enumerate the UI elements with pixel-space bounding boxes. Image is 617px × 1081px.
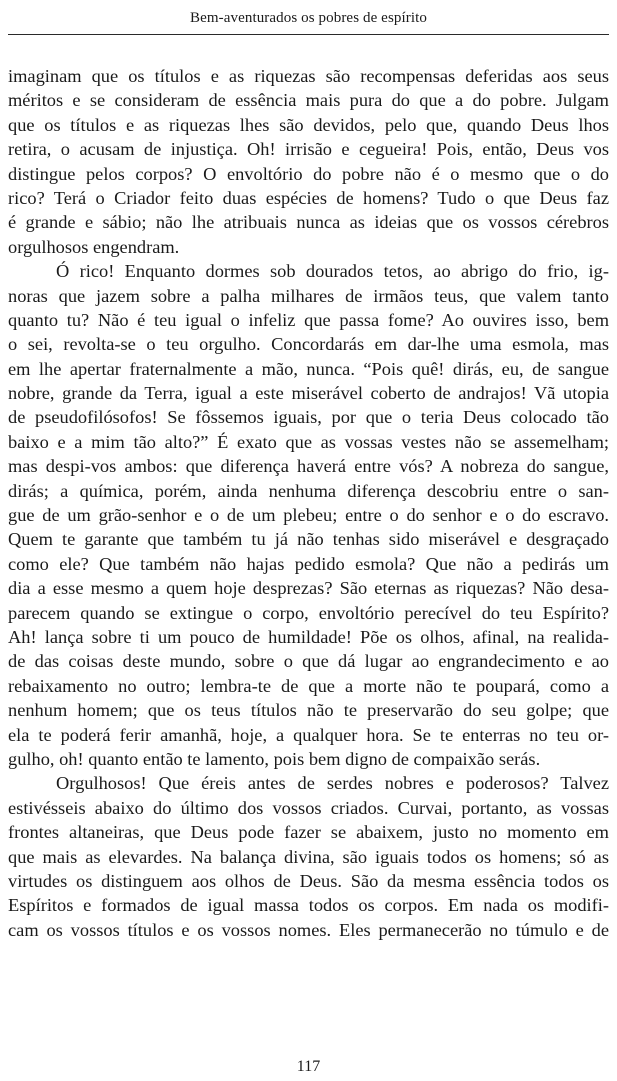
text-line: dia a esse mesmo a quem hoje desprezas? São eternas as riquezas? Não desa- <box>8 578 609 599</box>
text-line: baixo e a mim tão alto?” É exato que as vossas vestes não se assemelham; <box>8 431 609 452</box>
text-line: como ele? Que também não hajas pedido esmola? Que não a pedirás um <box>8 553 609 574</box>
text-line: distingue pelos corpos? O envoltório do pobre não é o mesmo que o do <box>8 163 609 184</box>
text-line: quanto tu? Não é teu igual o infeliz que passa fome? Ao ouvires isso, bem <box>8 309 609 330</box>
body-text <box>8 64 609 942</box>
header-divider <box>8 34 609 35</box>
text-line: ela te poderá ferir amanhã, hoje, a qualquer hora. Se te enterras no teu or- <box>8 724 609 745</box>
text-line: em lhe apertar fraternalmente a mão, nunca. “Pois quê! dirás, eu, de sangue <box>8 358 609 379</box>
text-line: Orgulhosos! Que éreis antes de serdes nobres e poderosos? Talvez <box>56 773 609 794</box>
text-line: que mais as elevardes. Na balança divina, são iguais todos os homens; só as <box>8 846 609 867</box>
text-line: orgulhosos engendram. <box>8 236 180 257</box>
text-line: estivésseis abaixo do último dos vossos criados. Curvai, portanto, as vossas <box>8 797 609 818</box>
text-line: méritos e se consideram de essência mais pura do que a do pobre. Julgam <box>8 90 609 111</box>
text-line: cam os vossos títulos e os vossos nomes. Eles permanecerão no túmulo e de <box>8 919 609 940</box>
text-line: gulho, oh! quanto então te lamento, pois bem digno de compaixão serás. <box>8 748 541 769</box>
text-line: retira, o acusam de injustiça. Oh! irrisão e cegueira! Pois, então, Deus vos <box>8 139 609 160</box>
text-line: gue de um grão-senhor e o de um plebeu; entre o do senhor e o do escravo. <box>8 505 609 526</box>
text-line: imaginam que os títulos e as riquezas são recompensas deferidas aos seus <box>8 66 609 86</box>
text-line: Quem te garante que também tu já não tenhas sido miserável e desgraçado <box>8 529 609 550</box>
text-line: frontes altaneiras, que Deus pode fazer se abaixem, justo no momento em <box>8 822 609 843</box>
text-line: de das coisas deste mundo, sobre o que dá lugar ao engrandecimento e ao <box>8 651 609 672</box>
text-line: rebaixamento no outro; lembra-te de que a morte não te poupará, como a <box>8 675 609 696</box>
text-line: noras que jazem sobre a palha milhares de irmãos teus, que valem tanto <box>8 285 609 306</box>
text-line: nenhum homem; que os teus títulos não te preservarão do seu golpe; que <box>8 700 609 721</box>
text-line: Ah! lança sobre ti um pouco de humildade! Põe os olhos, afinal, na realida- <box>8 626 609 647</box>
running-header: Bem-aventurados os pobres de espírito <box>190 10 427 26</box>
page-number: 117 <box>296 1058 321 1075</box>
text-line: é grande e sábio; não lhe atribuais nunca as ideias que os vossos cérebros <box>8 212 609 233</box>
text-line: nobre, grande da Terra, igual a este miserável coberto de andrajos! Vã utopia <box>8 383 609 404</box>
text-line: Ó rico! Enquanto dormes sob dourados tetos, ao abrigo do frio, ig- <box>56 261 609 282</box>
text-line: dirás; a química, porém, ainda nenhuma diferença descobriu entre o san- <box>8 480 609 501</box>
text-line: virtudes os distinguem aos olhos de Deus. São da mesma essência todos os <box>8 870 609 891</box>
text-line: o sei, revolta-se o teu orgulho. Concordarás em dar-lhe uma esmola, mas <box>8 334 609 355</box>
text-line: parecem quando se extingue o corpo, envoltório perecível do teu Espírito? <box>8 602 609 623</box>
text-line: mas despi-vos ambos: que diferença haverá entre vós? A nobreza do sangue, <box>8 456 609 477</box>
text-line: de pseudofilósofos! Se fôssemos iguais, por que o teria Deus colocado tão <box>8 407 609 428</box>
text-line: rico? Terá o Criador feito duas espécies de homens? Tudo o que Deus faz <box>8 187 609 208</box>
text-line: que os títulos e as riquezas lhes são devidos, pelo que, quando Deus lhos <box>8 114 609 135</box>
text-line: Espíritos e formados de igual massa todos os corpos. Em nada os modifi- <box>8 895 609 916</box>
